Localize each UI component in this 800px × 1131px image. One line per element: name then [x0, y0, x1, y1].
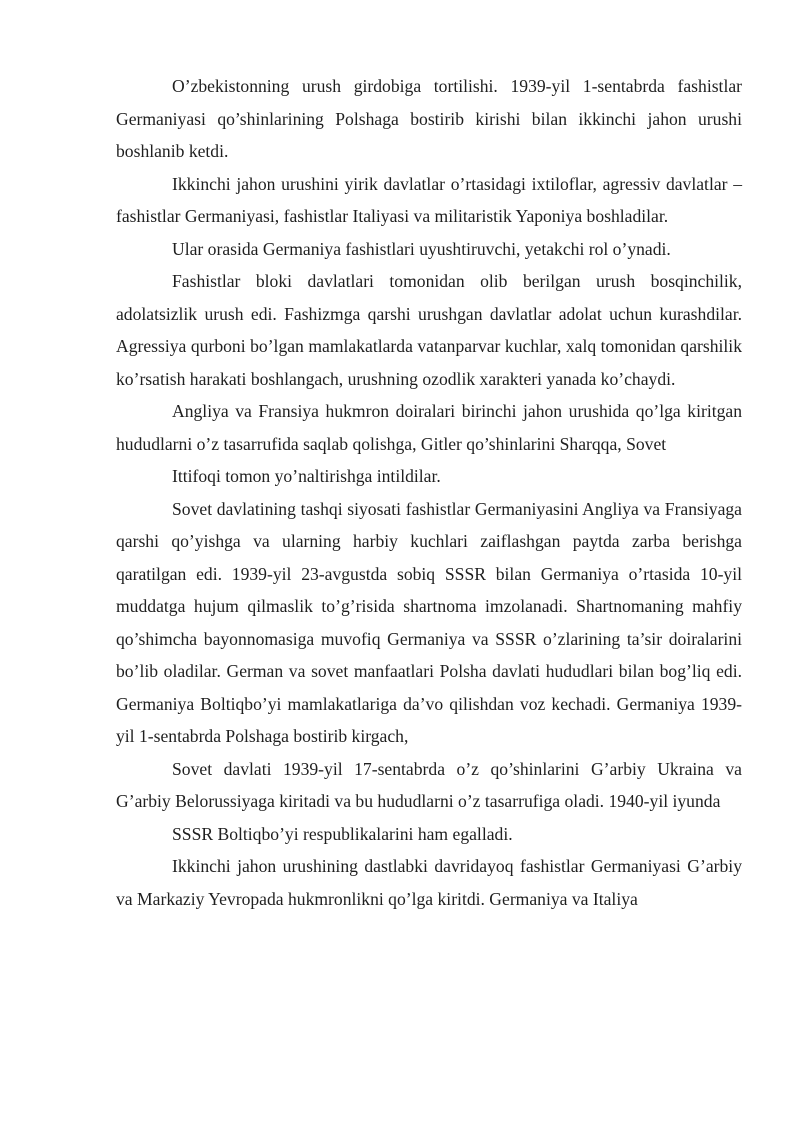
paragraph-8: Sovet davlati 1939-yil 17-sentabrda o’z qo’shinlarini G’arbiy Ukraina va G’arbiy Belorussiyaga kiritadi va bu hududlarni o’z tasarrufiga oladi. 1940-yil iyunda — [116, 758, 742, 811]
paragraph-5: Angliya va Fransiya hukmron doiralari birinchi jahon urushida qo’lga kiritgan hududlarni o’z tasarrufida saqlab qolishga, Gitler qo’shinlarini Sharqqa, Sovet — [116, 401, 742, 454]
paragraph-10: Ikkinchi jahon urushining dastlabki davridayoq fashistlar Germaniyasi G’arbiy va Markaziy Yevropada hukmronlikni qo’lga kiritdi. Germaniya va Italiya — [116, 856, 742, 909]
paragraph-4: Fashistlar bloki davlatlari tomonidan olib berilgan urush bosqinchilik, adolatsizlik urush edi. Fashizmga qarshi urushgan davlatlar adolat uchun kurashdilar. Agressiya qurboni bo’lgan mamlakatlarda vatanparvar kuchlar, xalq tomonidan qarshilik ko’rsatish harakati boshlangach, urushning ozodlik xarakteri yanada ko’chaydi. — [116, 271, 742, 389]
paragraph-1: O’zbekistonning urush girdobiga tortilishi. 1939-yil 1-sentabrda fashistlar Germaniyasi qo’shinlarining Polshaga bostirib kirishi bilan ikkinchi jahon urushi boshlanib ketdi. — [116, 76, 742, 161]
paragraph-9: SSSR Boltiqbo’yi respublikalarini ham egalladi. — [172, 823, 513, 844]
document-body — [116, 70, 742, 915]
paragraph-3: Ular orasida Germaniya fashistlari uyushtiruvchi, yetakchi rol o’ynadi. — [172, 238, 671, 259]
paragraph-6: Ittifoqi tomon yo’naltirishga intildilar. — [172, 466, 441, 486]
paragraph-7: Sovet davlatining tashqi siyosati fashistlar Germaniyasini Angliya va Fransiyaga qarshi qo’yishga va ularning harbiy kuchlari zaiflashgan paytda zarba berishga qaratilgan edi. 1939-yil 23-avgustda sobiq SSSR bilan Germaniya o’rtasida 10-yil muddatga hujum qilmaslik to’g’risida shartnoma imzolanadi. Shartnomaning mahfiy qo’shimcha bayonnomasiga muvofiq Germaniya va SSSR o’zlarining ta’sir doiralarini bo’lib oladilar. German va sovet manfaatlari Polsha davlati hududlari bilan bog’liq edi. Germaniya Boltiqbo’yi mamlakatlariga da’vo qilishdan voz kechadi. Germaniya 1939-yil 1-sentabrda Polshaga bostirib kirgach, — [116, 498, 742, 746]
paragraph-2: Ikkinchi jahon urushini yirik davlatlar o’rtasidagi ixtiloflar, agressiv davlatlar – fashistlar Germaniyasi, fashistlar Italiyasi va militaristik Yaponiya boshladilar. — [116, 173, 742, 226]
